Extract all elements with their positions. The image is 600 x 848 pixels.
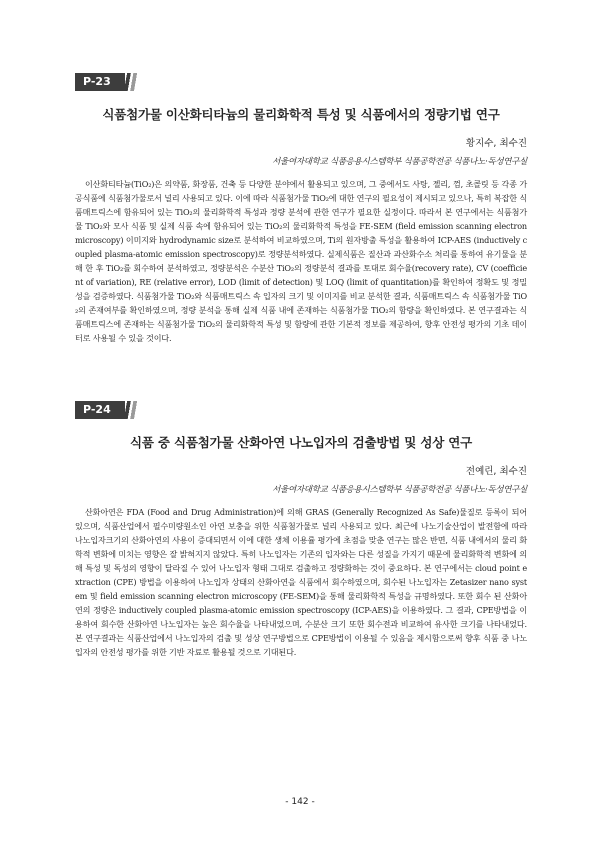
abstract-p24 [75,398,527,667]
abstract-title: 식품첨가물 이산화티타늄의 물리화학적 특성 및 식품에서의 정량기법 연구 [102,107,500,122]
page-number: - 142 - [285,797,315,807]
abstract-body: 산화아연은 FDA (Food and Drug Administration)에 의해 GRAS (Generally Recognized As Safe)물질로 등록이 되어 있으며, 식품산업에서 필수미량원소인 아연 보충을 위한 식품첨가물로 널리 사용되고 있다. 최근에 나노기술산업이 발전함에 따라 나노입자크기의 산화아연의 사용이 증대되면서 이에 대한 생체 이용률 평가에 초점을 맞춘 연구는 많은 반면, 식품 내에서의 물리 화학적 변화에 미치는 영향은 잘 밝혀지지 않았다. 특히 나노입자는 기존의 입자와는 다른 성질을 가지기 때문에 물리화학적 변화에 의해 특성 및 독성의 영향이 달라질 수 있어 나노입자 형태 그대로 검출하고 정량화하는 것이 중요하다. 본 연구에서는 cloud point extraction (CPE) 방법을 이용하여 나노입자 상태의 산화아연을 식품에서 회수하였으며, 회수된 나노입자는 Zetasizer nano system 및 field emission scanning electron microscopy (FE-SEM)을 통해 물리화학적 특성을 규명하였다. 또한 회수 된 산화아연의 정량은 inductively coupled plasma-atomic emission spectroscopy (ICP-AES)을 이용하였다. 그 결과, CPE방법을 이용하여 회수한 산화아연 나노입자는 높은 회수율을 나타내었으며, 수분산 크기 또한 회수전과 비교하여 유사한 크기를 나타내었다. 본 연구결과는 식품산업에서 나노입자의 검출 및 성상 연구방법으로 CPE방법이 이용될 수 있음을 제시함으로써 향후 식품 중 나노입자의 안전성 평가를 위한 기반 자료로 활용될 것으로 기대된다. [75,507,527,657]
abstract-id-badge: P-23 [75,73,125,91]
abstract-id-badge: P-24 [75,401,125,419]
abstract-affiliation: 서울여자대학교 식품응용시스템학부 식품공학전공 식품나노·독성연구실 [272,157,527,167]
abstract-authors: 황지수, 최수진 [465,138,527,149]
abstract-p23 [75,70,527,353]
abstract-title: 식품 중 식품첨가물 산화아연 나노입자의 검출방법 및 성상 연구 [130,435,472,450]
abstract-affiliation: 서울여자대학교 식품응용시스템학부 식품공학전공 식품나노·독성연구실 [272,485,527,495]
abstract-body: 이산화티타늄(TiO₂)은 의약품, 화장품, 건축 등 다양한 분야에서 활용되고 있으며, 그 중에서도 사탕, 젤리, 껌, 초콜릿 등 각종 가공식품에 식품첨가물로서 널리 사용되고 있다. 이에 따라 식품첨가물 TiO₂에 대한 연구의 필요성이 제시되고 있으나, 특히 복잡한 식품매트릭스에 함유되어 있는 TiO₂의 물리화학적 특성과 정량 분석에 관한 연구가 필요한 실정이다. 따라서 본 연구에서는 식품첨가물 TiO₂와 모사 식품 및 실제 식품 속에 함유되어 있는 TiO₂의 물리화학적 특성을 FE-SEM (field emission scanning electron microscopy) 이미지와 hydrodynamic size로 분석하여 비교하였으며, Ti의 원자방출 특성을 활용하여 ICP-AES (inductively coupled plasma-atomic emission spectroscopy)로 정량분석하였다. 실제식품은 질산과 과산화수소 처리를 통하여 유기물을 분해 한 후 TiO₂를 회수하여 분석하였고, 정량분석은 수분산 TiO₂의 정량분석 결과를 토대로 회수율(recovery rate), CV (coefficient of variation), RE (relative error), LOD (limit of detection) 및 LOQ (limit of quantitation)를 확인하여 정확도 및 정밀성을 검증하였다. 식품첨가물 TiO₂와 식품매트릭스 속 입자의 크기 및 이미지를 비교 분석한 결과, 식품매트릭스 속 식품첨가물 TiO₂의 존재여부를 확인하였으며, 정량 분석을 통해 실제 식품 내에 존재하는 식품첨가물 TiO₂의 함량을 확인하였다. 본 연구결과는 식품매트릭스에 존재하는 식품첨가물 TiO₂의 물리화학적 특성 및 함량에 관한 기본적 정보를 제공하여, 향후 안전성 평가의 기초 데이터로 사용될 수 있을 것이다. [75,179,527,343]
abstract-authors: 전예린, 최수진 [465,466,527,477]
